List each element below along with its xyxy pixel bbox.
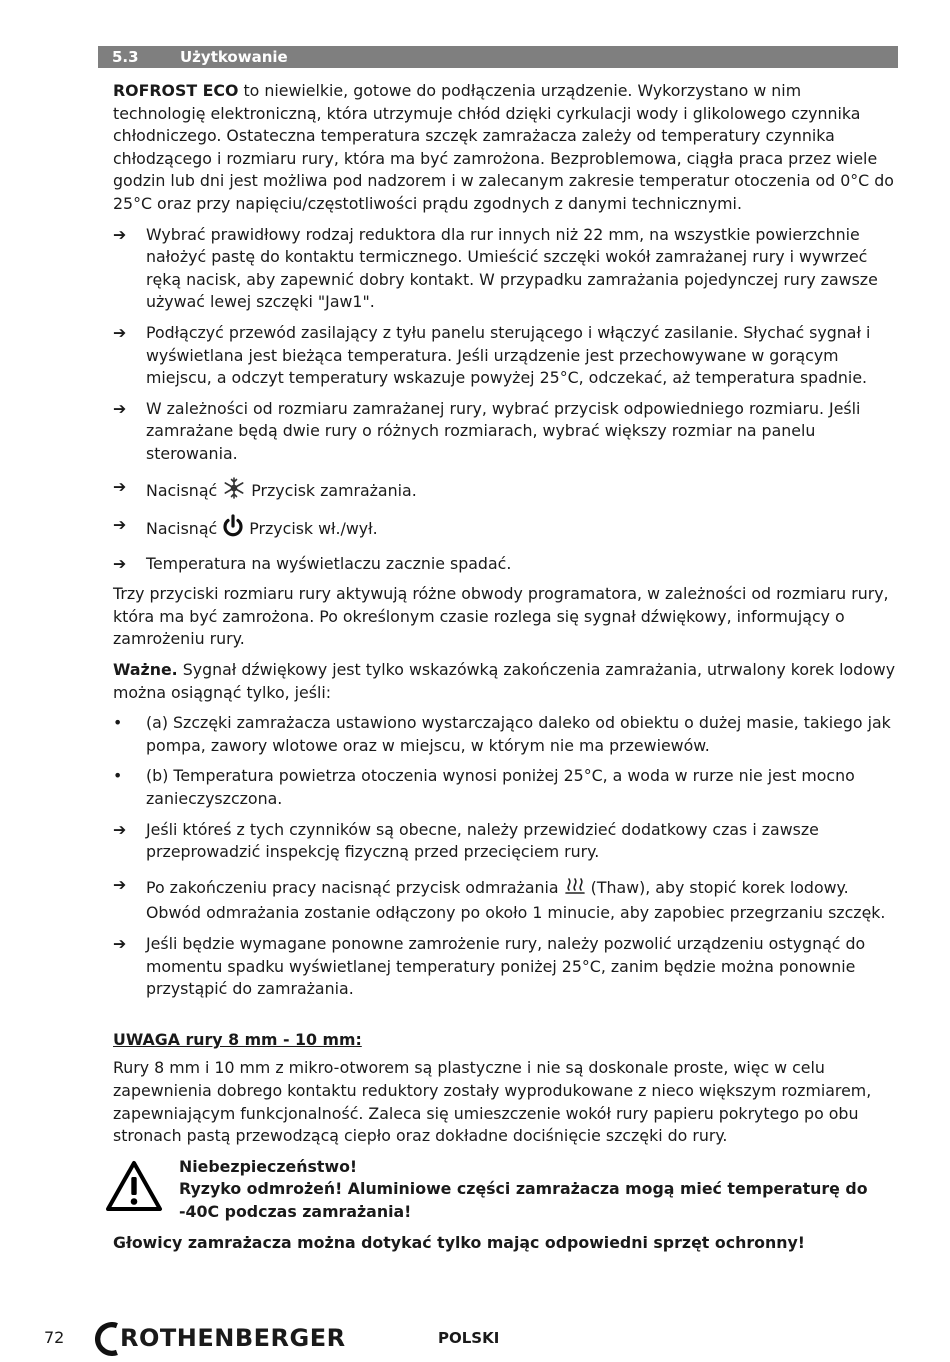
section-header — [98, 46, 898, 68]
step-item — [113, 224, 898, 314]
step-text: Temperatura na wyświetlaczu zacznie spadać. — [146, 553, 512, 573]
content — [113, 80, 898, 1262]
section-number: 5.3 — [112, 48, 139, 66]
arrow-right-icon: ➔ — [113, 553, 127, 573]
step-text: Nacisnąć — [146, 518, 218, 538]
step-item — [113, 553, 898, 576]
step-text: Jeśli któreś z tych czynników są obecne, należy przewidzieć dodatkowy czas i zawsze przeprowadzić inspekcję fizyczną przed przecięciem rury. — [146, 819, 819, 862]
step-text: Wybrać prawidłowy rodzaj reduktora dla rur innych niż 22 mm, na wszystkie powierzchnie nałożyć pastę do kontaktu termicznego. Umieścić szczęki wokół zamrażanej rury i wywrzeć ręką nacisk, aby zapewnić dobry kontakt. W przypadku zamrażania pojedynczej rury zawsze używać lewej szczęki "Jaw1". — [146, 224, 878, 312]
bullet-text: (a) Szczęki zamrażacza ustawiono wystarczająco daleko od obiektu o dużej masie, takiego jak pompa, zawory wlotowe oraz w miejscu, w którym nie ma przewiewów. — [146, 713, 891, 755]
sizes-paragraph: Trzy przyciski rozmiaru rury aktywują różne obwody programatora, w zależności od rozmiaru rury, która ma być zamrożona. Po określonym czasie rozlega się sygnał dźwiękowy, informujący o zamrożeniu rury. — [113, 584, 889, 649]
step-item — [113, 322, 898, 390]
step-text: Przycisk wł./wył. — [249, 518, 378, 538]
arrow-right-icon: ➔ — [113, 398, 127, 418]
spacer — [113, 1009, 898, 1029]
arrow-right-icon: ➔ — [113, 819, 127, 839]
bullet-icon: • — [113, 766, 123, 786]
arrow-right-icon: ➔ — [113, 322, 127, 342]
uwaga-heading: UWAGA rury 8 mm - 10 mm: — [113, 1029, 362, 1049]
uwaga-text: Rury 8 mm i 10 mm z mikro-otworem są plastyczne i nie są doskonale proste, więc w celu zapewnienia dobrego kontaktu reduktory zostały wyprodukowane z nieco większym rozmiarem, zapewniającym funkcjonalność. Zaleca się umieszczenie wokół rury papieru pokrytego po obu stronach pastą przewodzącą ciepło oraz dokładne dociśnięcie szczęki do rury. — [113, 1058, 872, 1146]
brand-name: ROFROST ECO — [113, 81, 239, 100]
arrow-right-icon: ➔ — [113, 515, 127, 535]
step-item — [113, 398, 898, 466]
warning-triangle-icon — [105, 1160, 163, 1219]
step-text: W zależności od rozmiaru zamrażanej rury, wybrać przycisk odpowiedniego rozmiaru. Jeśli zamrażane będą dwie rury o różnych rozmiarach, wybrać większy rozmiar na panelu sterowania. — [146, 398, 861, 463]
bullet-icon: • — [113, 713, 123, 733]
step-item — [113, 476, 898, 507]
section-title: Użytkowanie — [180, 48, 288, 66]
important-paragraph — [113, 659, 898, 704]
step-text: Nacisnąć — [146, 480, 218, 500]
danger-notice — [113, 1156, 898, 1226]
step-text: Podłączyć przewód zasilający z tyłu panelu sterującego i włączyć zasilanie. Słychać sygnał i wyświetlana jest bieżąca temperatura. Jeśli urządzenie jest przechowywane w gorącym miejscu, a odczyt temperatury wskazuje powyżej 25°C, odczekać, aż temperatura spadnie. — [146, 322, 871, 388]
language-label: POLSKI — [438, 1329, 500, 1347]
bullet-text: (b) Temperatura powietrza otoczenia wynosi poniżej 25°C, a woda w rurze nie jest mocno zanieczyszczona. — [146, 766, 855, 809]
intro-paragraph — [113, 80, 898, 216]
step-text: (Thaw), aby stopić korek lodowy. Obwód odmrażania zostanie odłączony po około 1 minucie, aby zapobiec przegrzaniu szczęk. — [146, 877, 886, 923]
thaw-icon — [564, 874, 586, 903]
step-item — [113, 933, 898, 1001]
snowflake-icon — [222, 476, 246, 507]
bullet-item — [113, 765, 898, 810]
bullet-item — [113, 712, 898, 757]
danger-text: Ryzyko odmrożeń! Aluminiowe części zamrażacza mogą mieć temperaturę do -40C podczas zamrażania! — [179, 1179, 868, 1221]
power-icon — [222, 514, 244, 545]
arrow-right-icon: ➔ — [113, 874, 127, 894]
important-label: Ważne. — [113, 660, 178, 680]
step-text: Przycisk zamrażania. — [251, 480, 417, 500]
arrow-right-icon: ➔ — [113, 224, 127, 244]
step-item — [113, 514, 898, 545]
final-warning: Głowicy zamrażacza można dotykać tylko mając odpowiedni sprzęt ochronny! — [113, 1232, 805, 1252]
step-text: Jeśli będzie wymagane ponowne zamrożenie rury, należy pozwolić urządzeniu ostygnąć do momentu spadku wyświetlanej temperatury poniżej 25°C, zanim będzie można ponownie przystąpić do zamrażania. — [146, 934, 866, 999]
intro-text: to niewielkie, gotowe do podłączenia urządzenie. Wykorzystano w nim technologię elektroniczną, która utrzymuje chłód dzięki cyrkulacji wody i glikolowego czynnika chłodniczego. Ostateczna temperatura szczęk zamrażacza zależy od temperatury czynnika chłodzącego i rozmiaru rury, która ma być zamrożona. Bezproblemowa, ciągła praca przez wiele godzin lub dni jest możliwa pod nadzorem i w zalecanym zakresie temperatur otoczenia od 0°C do 25°C oraz przy napięciu/częstotliwości prądu zgodnych z danymi technicznymi. — [113, 81, 894, 213]
page-number: 72 — [44, 1328, 65, 1347]
arrow-right-icon: ➔ — [113, 934, 127, 953]
step-text: Po zakończeniu pracy nacisnąć przycisk odmrażania — [146, 877, 559, 897]
step-item — [113, 874, 898, 925]
brand-logo-text: ROTHENBERGER — [120, 1324, 346, 1352]
step-item — [113, 819, 898, 864]
arrow-right-icon: ➔ — [113, 476, 127, 496]
important-text: Sygnał dźwiękowy jest tylko wskazówką zakończenia zamrażania, utrwalony korek lodowy można osiągnąć tylko, jeśli: — [113, 660, 896, 702]
danger-title: Niebezpieczeństwo! — [179, 1156, 358, 1176]
